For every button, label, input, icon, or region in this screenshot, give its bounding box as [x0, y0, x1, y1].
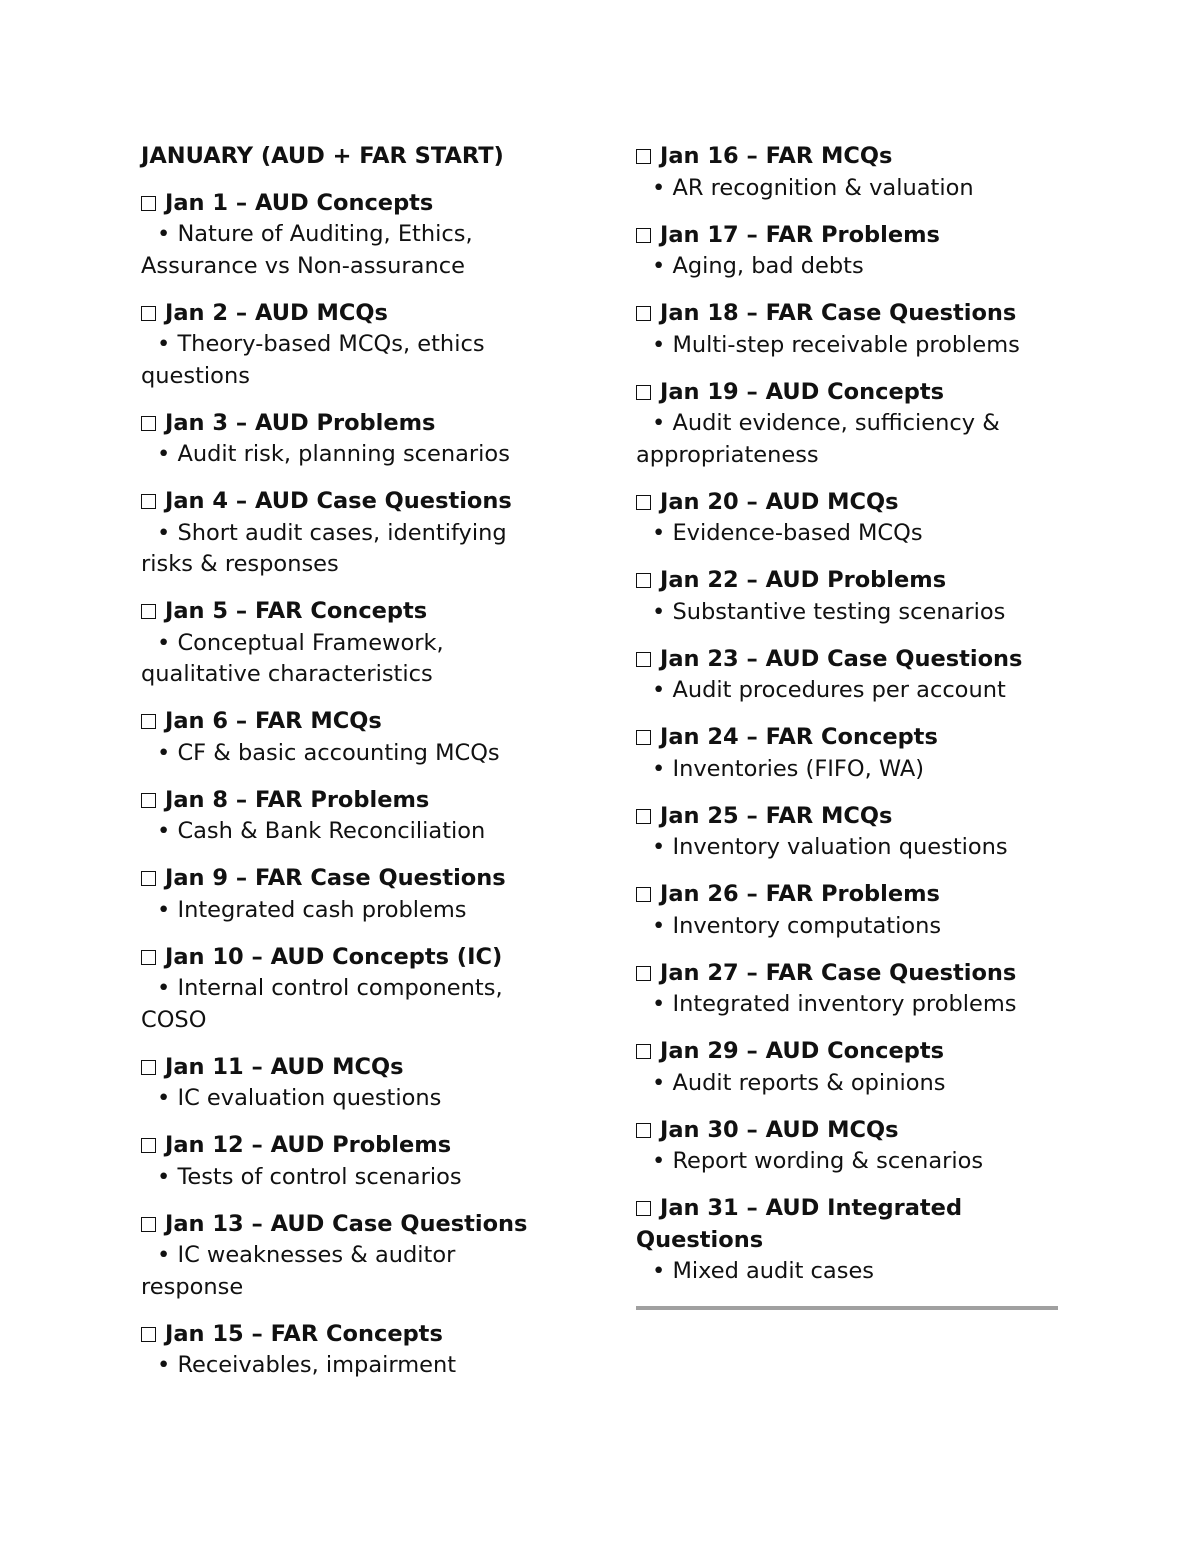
- schedule-entry: [141, 486, 571, 581]
- entry-title: [636, 958, 1066, 990]
- entry-detail-line: questions: [141, 362, 250, 389]
- checkbox-icon[interactable]: [141, 1327, 156, 1342]
- schedule-entry: [141, 1130, 571, 1193]
- entry-title-text: Jan 30 – AUD MCQs: [660, 1116, 899, 1143]
- entry-title: [636, 377, 1066, 409]
- entry-detail-line: COSO: [141, 1006, 207, 1033]
- schedule-entry: [636, 141, 1066, 204]
- entry-detail-line: appropriateness: [636, 441, 819, 468]
- entry-title-text: Jan 18 – FAR Case Questions: [660, 300, 1017, 326]
- checkbox-icon[interactable]: [636, 809, 651, 824]
- entry-detail-line: • Audit risk, planning scenarios: [141, 439, 571, 471]
- entry-detail-line: • Audit evidence, sufficiency &: [636, 408, 1066, 440]
- schedule-entry: [141, 298, 571, 393]
- schedule-entry: [636, 220, 1066, 283]
- schedule-entry: [636, 879, 1066, 942]
- entry-title: [141, 1319, 571, 1351]
- entry-title-text: Jan 1 – AUD Concepts: [165, 189, 434, 216]
- entry-title-text: Jan 15 – FAR Concepts: [165, 1320, 443, 1347]
- schedule-entry: [141, 408, 571, 471]
- checkbox-icon[interactable]: [141, 793, 156, 808]
- entry-title-text: Jan 4 – AUD Case Questions: [165, 488, 512, 514]
- entry-title-text: Jan 12 – AUD Problems: [165, 1132, 452, 1158]
- entry-detail-line: • Cash & Bank Reconciliation: [141, 816, 571, 848]
- schedule-entry: [141, 706, 571, 769]
- entry-detail-line: • Nature of Auditing, Ethics,: [141, 219, 571, 251]
- entry-title: [636, 1036, 1066, 1068]
- entry-detail-line: • Receivables, impairment: [141, 1350, 571, 1382]
- entry-title-text: Jan 10 – AUD Concepts (IC): [165, 943, 503, 970]
- entry-title-text: Jan 24 – FAR Concepts: [660, 724, 938, 750]
- entry-title-text: Jan 5 – FAR Concepts: [165, 598, 428, 624]
- entry-detail-line: • Integrated inventory problems: [636, 989, 1066, 1021]
- entry-title-text: Jan 27 – FAR Case Questions: [660, 959, 1017, 986]
- entry-title-text: Jan 3 – AUD Problems: [165, 409, 436, 436]
- schedule-entry: [141, 188, 571, 283]
- entry-title: [141, 863, 571, 895]
- right-column: [636, 141, 1066, 1303]
- checkbox-icon[interactable]: [141, 1217, 156, 1232]
- checkbox-icon[interactable]: [636, 1201, 651, 1216]
- checkbox-icon[interactable]: [636, 1044, 651, 1059]
- entry-detail-line: • IC evaluation questions: [141, 1083, 571, 1115]
- entry-detail-line: • Inventory valuation questions: [636, 832, 1066, 864]
- schedule-entry: [636, 1193, 1066, 1288]
- schedule-entry: [636, 298, 1066, 361]
- entry-detail-line: • Theory-based MCQs, ethics: [141, 329, 571, 361]
- entry-detail-line: • Report wording & scenarios: [636, 1146, 1066, 1178]
- entry-detail-line: • Inventory computations: [636, 911, 1066, 943]
- entry-detail-line: • CF & basic accounting MCQs: [141, 738, 571, 770]
- checkbox-icon[interactable]: [141, 871, 156, 886]
- entry-title-text: Jan 13 – AUD Case Questions: [165, 1210, 528, 1237]
- entry-title: [636, 801, 1066, 833]
- entry-detail-line: • Mixed audit cases: [636, 1256, 1066, 1288]
- entry-detail-line: • Aging, bad debts: [636, 251, 1066, 283]
- entry-title: [636, 141, 1066, 173]
- checkbox-icon[interactable]: [636, 385, 651, 400]
- entry-title: [141, 785, 571, 817]
- entry-detail-line: • Conceptual Framework,: [141, 628, 571, 660]
- checkbox-icon[interactable]: [141, 494, 156, 509]
- entry-title: [636, 1115, 1066, 1147]
- entry-title: [141, 188, 571, 220]
- entry-detail-line: • Short audit cases, identifying: [141, 518, 571, 550]
- entry-title: [636, 879, 1066, 911]
- schedule-entry: [141, 863, 571, 926]
- entry-detail-line: • Evidence-based MCQs: [636, 518, 1066, 550]
- schedule-entry: [636, 958, 1066, 1021]
- page-heading: JANUARY (AUD + FAR START): [141, 143, 504, 169]
- checkbox-icon[interactable]: [141, 604, 156, 619]
- schedule-entry: [636, 565, 1066, 628]
- entry-detail-line: • Multi-step receivable problems: [636, 330, 1066, 362]
- checkbox-icon[interactable]: [636, 495, 651, 510]
- entry-title: [636, 298, 1066, 330]
- entry-title: [636, 220, 1066, 252]
- schedule-entry: [636, 644, 1066, 707]
- entry-title-text: Jan 6 – FAR MCQs: [165, 708, 382, 734]
- schedule-entry: [141, 1319, 571, 1382]
- entry-detail-line: response: [141, 1273, 244, 1300]
- entry-title-text: Jan 17 – FAR Problems: [660, 221, 940, 248]
- entry-title-text: Jan 9 – FAR Case Questions: [165, 865, 506, 891]
- left-column: [141, 141, 571, 1397]
- entry-title-text: Jan 11 – AUD MCQs: [165, 1053, 404, 1080]
- entry-detail-line: • Audit procedures per account: [636, 675, 1066, 707]
- entry-title-text: Jan 22 – AUD Problems: [660, 567, 947, 593]
- entry-detail-line: • Audit reports & opinions: [636, 1068, 1066, 1100]
- entry-title: [636, 1193, 1066, 1256]
- checkbox-icon[interactable]: [636, 966, 651, 981]
- entry-title-text: Jan 2 – AUD MCQs: [165, 299, 388, 326]
- checkbox-icon[interactable]: [141, 950, 156, 965]
- entry-detail-line: • AR recognition & valuation: [636, 173, 1066, 205]
- checkbox-icon[interactable]: [141, 196, 156, 211]
- schedule-entry: [636, 801, 1066, 864]
- checkbox-icon[interactable]: [636, 1123, 651, 1138]
- entry-title-text: Jan 20 – AUD MCQs: [660, 488, 899, 515]
- entry-title: [636, 565, 1066, 597]
- checkbox-icon[interactable]: [636, 149, 651, 164]
- entry-detail-line: • IC weaknesses & auditor: [141, 1240, 571, 1272]
- schedule-entry: [141, 942, 571, 1037]
- right-entry-list: [636, 141, 1066, 1288]
- entry-title: [141, 408, 571, 440]
- checkbox-icon[interactable]: [636, 652, 651, 667]
- entry-detail-line: risks & responses: [141, 551, 339, 577]
- schedule-entry: [636, 377, 1066, 472]
- entry-title: [141, 486, 571, 518]
- entry-title-text: Jan 19 – AUD Concepts: [660, 378, 944, 405]
- checkbox-icon[interactable]: [636, 887, 651, 902]
- schedule-entry: [141, 785, 571, 848]
- checkbox-icon[interactable]: [141, 714, 156, 729]
- schedule-entry: [636, 1036, 1066, 1099]
- entry-title-text: Jan 25 – FAR MCQs: [660, 802, 893, 829]
- entry-detail-line: • Tests of control scenarios: [141, 1162, 571, 1194]
- left-entry-list: [141, 188, 571, 1382]
- checkbox-icon[interactable]: [636, 730, 651, 745]
- checkbox-icon[interactable]: [141, 1060, 156, 1075]
- schedule-entry: [141, 1209, 571, 1304]
- entry-title: [141, 1209, 571, 1241]
- entry-detail-line: • Internal control components,: [141, 973, 571, 1005]
- schedule-entry: [636, 1115, 1066, 1178]
- entry-detail-line: Assurance vs Non-assurance: [141, 252, 465, 279]
- checkbox-icon[interactable]: [636, 228, 651, 243]
- entry-title: [141, 706, 571, 738]
- entry-title-text: Jan 31 – AUD Integrated Questions: [636, 1195, 963, 1253]
- entry-title: [141, 1052, 571, 1084]
- checkbox-icon[interactable]: [141, 1138, 156, 1153]
- entry-title-text: Jan 26 – FAR Problems: [660, 881, 940, 907]
- entry-title: [141, 1130, 571, 1162]
- checkbox-icon[interactable]: [141, 306, 156, 321]
- entry-detail-line: • Substantive testing scenarios: [636, 597, 1066, 629]
- checkbox-icon[interactable]: [141, 416, 156, 431]
- entry-title: [141, 942, 571, 974]
- entry-title: [636, 722, 1066, 754]
- entry-detail-line: • Integrated cash problems: [141, 895, 571, 927]
- entry-title-text: Jan 23 – AUD Case Questions: [660, 645, 1023, 672]
- entry-title: [636, 487, 1066, 519]
- entry-title-text: Jan 29 – AUD Concepts: [660, 1038, 944, 1064]
- schedule-entry: [636, 487, 1066, 550]
- entry-detail-line: • Inventories (FIFO, WA): [636, 754, 1066, 786]
- entry-title-text: Jan 16 – FAR MCQs: [660, 143, 893, 169]
- entry-title: [141, 596, 571, 628]
- entry-title: [141, 298, 571, 330]
- schedule-entry: [141, 596, 571, 691]
- checkbox-icon[interactable]: [636, 306, 651, 321]
- checkbox-icon[interactable]: [636, 573, 651, 588]
- entry-title: [636, 644, 1066, 676]
- schedule-entry: [636, 722, 1066, 785]
- schedule-entry: [141, 1052, 571, 1115]
- entry-detail-line: qualitative characteristics: [141, 661, 433, 687]
- entry-title-text: Jan 8 – FAR Problems: [165, 786, 430, 813]
- horizontal-divider: [636, 1306, 1058, 1310]
